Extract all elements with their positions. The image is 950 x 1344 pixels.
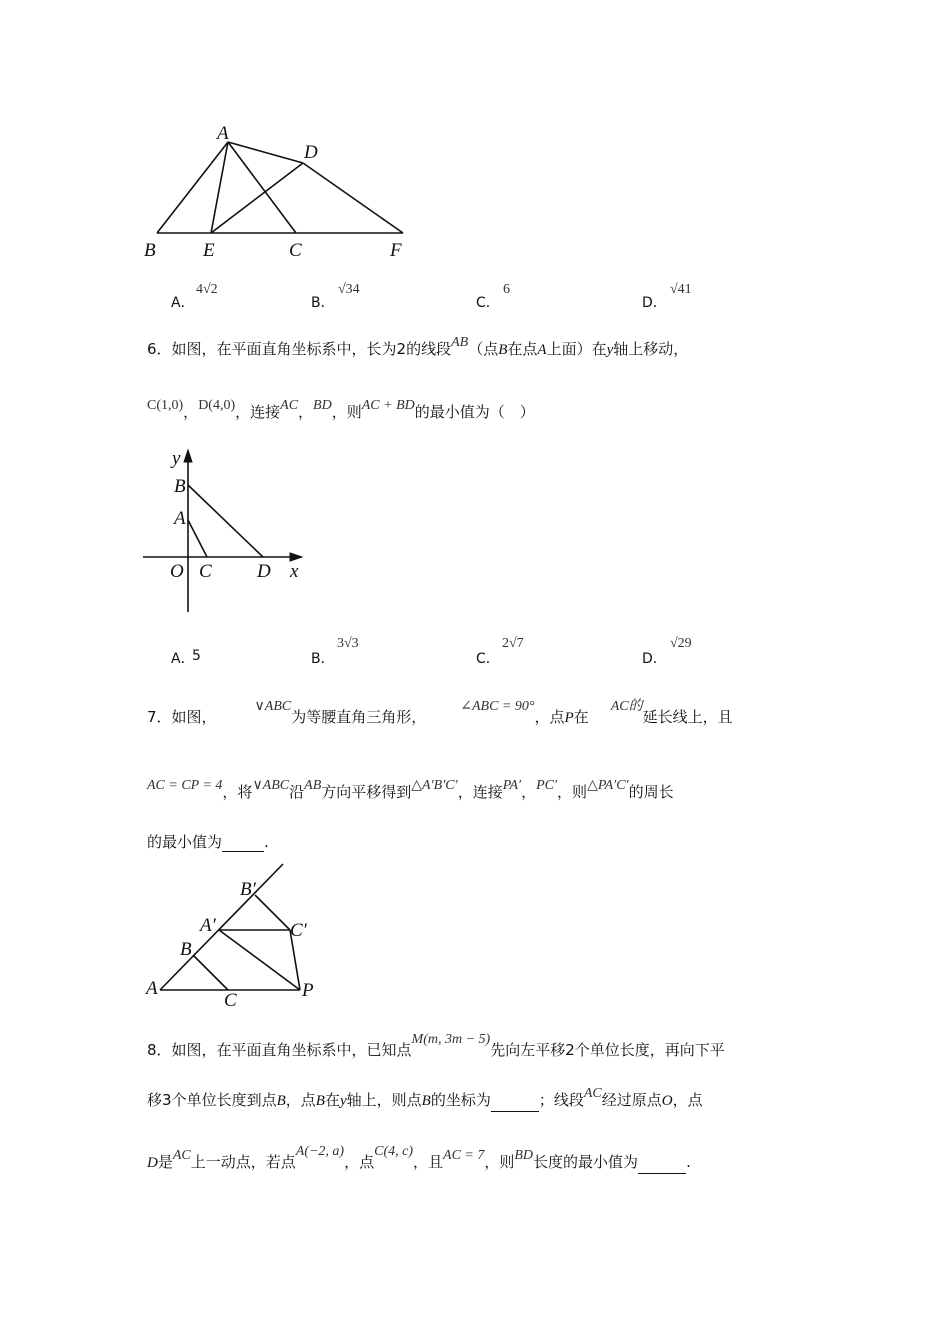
q7-fig-label-B-prime: B′ [240,879,256,900]
q8-point-b: B [421,1093,431,1109]
q7-text: 为等腰直角三角形， [291,708,427,726]
q6-fig-label-D: D [257,561,271,582]
q6-text: 的最小值为（ ） [414,403,535,421]
q8-num: 2 [565,1041,575,1059]
q7-text: 的最小值为 [147,833,223,851]
q8-origin-o: O [661,1093,673,1109]
q6-text: 6．如图，在平面直角坐标系中，长为 [147,340,397,358]
q8-text: 8．如图，在平面直角坐标系中，已知点 [147,1041,412,1059]
q6-text: 上面）在 [546,340,607,358]
q7-point-p: P [564,710,574,726]
q8-bd: BD [514,1148,534,1163]
q7-figure-lines [160,864,300,990]
q8-ac-2: AC [172,1148,191,1163]
q6-fig-label-B: B [174,476,186,497]
q8-answer-blank-2[interactable] [638,1157,686,1174]
q5-option-b-letter[interactable]: B． [311,295,335,311]
q7-text: ，连接 [457,783,503,801]
q7-text: 的周长 [628,783,674,801]
q5-option-a-value: 4√2 [196,282,218,297]
q6-fig-label-y: y [172,448,181,469]
q8-text: 个单位长度到点 [171,1091,277,1109]
q5-option-b-value: √34 [338,282,360,297]
q8-text: ，且 [413,1153,444,1171]
q8-text: 先向左平移 [490,1041,566,1059]
q7-triangle-prime: △A′B′C′ [411,778,458,793]
q5-label-B: B [144,240,156,261]
q6-text: （点 [468,340,499,358]
q7-text: 在 [573,708,589,726]
q7-text: ，则 [557,783,588,801]
q6-text: 在点 [507,340,538,358]
q7-text: ，点 [534,708,565,726]
q7-text: 方向平移得到 [321,783,412,801]
q8-answer-blank-1[interactable] [491,1095,539,1112]
q8-equation: AC = 7 [443,1148,485,1163]
q6-ac: AC [280,398,299,413]
q7-triangle-abc-2: ∨ABC [252,778,290,793]
q8-text: 经过原点 [601,1091,662,1109]
q5-label-C: C [289,240,302,261]
q6-option-d-letter[interactable]: D． [642,651,667,667]
q6-text: ， [183,403,199,421]
q7-text: 沿 [289,783,305,801]
q5-option-d-value: √41 [670,282,692,297]
q8-text: 上一动点，若点 [190,1153,296,1171]
q7-text: . [264,833,269,851]
q5-option-c-letter[interactable]: C． [476,295,500,311]
q6-text: ， [298,403,314,421]
q7-pc-prime: PC′ [536,778,558,793]
q6-option-b-value: 3√3 [337,636,359,651]
q8-point-m: M(m, 3m − 5) [411,1032,491,1047]
q6-segment-ab: AB [451,335,469,350]
q6-fig-label-O: O [170,561,184,582]
q8-line-1 [147,1032,725,1062]
q6-axis-y: y [606,342,614,358]
q8-text: ，点 [344,1153,375,1171]
q6-text: ，连接 [235,403,281,421]
q8-ac: AC [583,1086,602,1101]
q7-ab: AB [304,778,322,793]
q6-point-b: B [498,342,508,358]
q8-point-b: B [315,1093,325,1109]
q6-option-c-letter[interactable]: C． [476,651,500,667]
q6-fig-label-A: A [174,508,186,529]
q6-option-c-value: 2√7 [502,636,524,651]
q6-option-d-value: √29 [670,636,692,651]
q6-text: 轴上移动， [613,340,689,358]
q8-num: 3 [162,1091,172,1109]
q7-fig-label-A: A [146,978,158,999]
q5-label-A: A [217,123,229,144]
q7-angle: ∠ABC = 90° [460,699,535,714]
q8-text: 在 [324,1091,340,1109]
q8-text: ；线段 [538,1091,584,1109]
q8-text: ，则 [484,1153,515,1171]
q5-option-a-letter[interactable]: A． [171,295,195,311]
q5-option-c-value: 6 [503,282,510,297]
q6-option-a-value: 5 [192,648,201,664]
q7-fig-label-P: P [302,980,314,1001]
q7-equation: AC = CP = 4 [147,778,223,793]
q8-text: ，点 [672,1091,703,1109]
q6-text: ，则 [331,403,362,421]
q6-point-d: D(4,0) [198,398,236,413]
q7-fig-label-B: B [180,939,192,960]
q7-ac: AC的 [610,699,643,714]
q6-num: 2 [396,340,407,358]
q8-text: 是 [157,1153,173,1171]
q7-text: ，将 [222,783,253,801]
q5-label-F: F [390,240,402,261]
q5-option-d-letter[interactable]: D． [642,295,667,311]
q8-point-d: D [147,1155,158,1171]
q7-fig-label-A-prime: A′ [200,915,216,936]
q7-fig-label-C-prime: C′ [290,920,307,941]
q8-axis-y: y [339,1093,347,1109]
q8-point-b: B [276,1093,286,1109]
q6-expr: AC + BD [361,398,415,413]
q8-line-3 [147,1144,691,1174]
q7-triangle-abc: ∨ABC [254,699,292,714]
q5-label-E: E [203,240,215,261]
q7-text: ， [521,783,537,801]
q7-triangle-pac: △PA′C′ [587,778,629,793]
q6-fig-label-C: C [199,561,212,582]
q6-point-a: A [537,342,547,358]
q8-text: ，点 [285,1091,316,1109]
q7-fig-label-C: C [224,990,237,1011]
q7-pa-prime: PA′ [502,778,522,793]
q6-option-b-letter[interactable]: B． [311,651,335,667]
q8-text: 的坐标为 [430,1091,491,1109]
q5-label-D: D [304,142,318,163]
q6-bd: BD [313,398,332,413]
q6-point-c: C(1,0) [147,398,184,413]
q8-point-a: A(−2, a) [295,1144,345,1159]
q8-text: 长度的最小值为 [533,1153,639,1171]
q8-text: 个单位长度，再向下平 [574,1041,725,1059]
q8-text: . [686,1153,691,1171]
q6-text: 的线段 [406,340,452,358]
q8-text: 移 [147,1091,163,1109]
q8-line-2 [147,1086,703,1112]
q7-text: 7．如图， [147,708,217,726]
q8-point-c: C(4, c) [374,1144,413,1159]
q8-text: 轴上，则点 [346,1091,422,1109]
q6-fig-label-x: x [290,561,299,582]
q6-option-a-letter[interactable]: A． [171,651,195,667]
q7-text: 延长线上，且 [642,708,733,726]
